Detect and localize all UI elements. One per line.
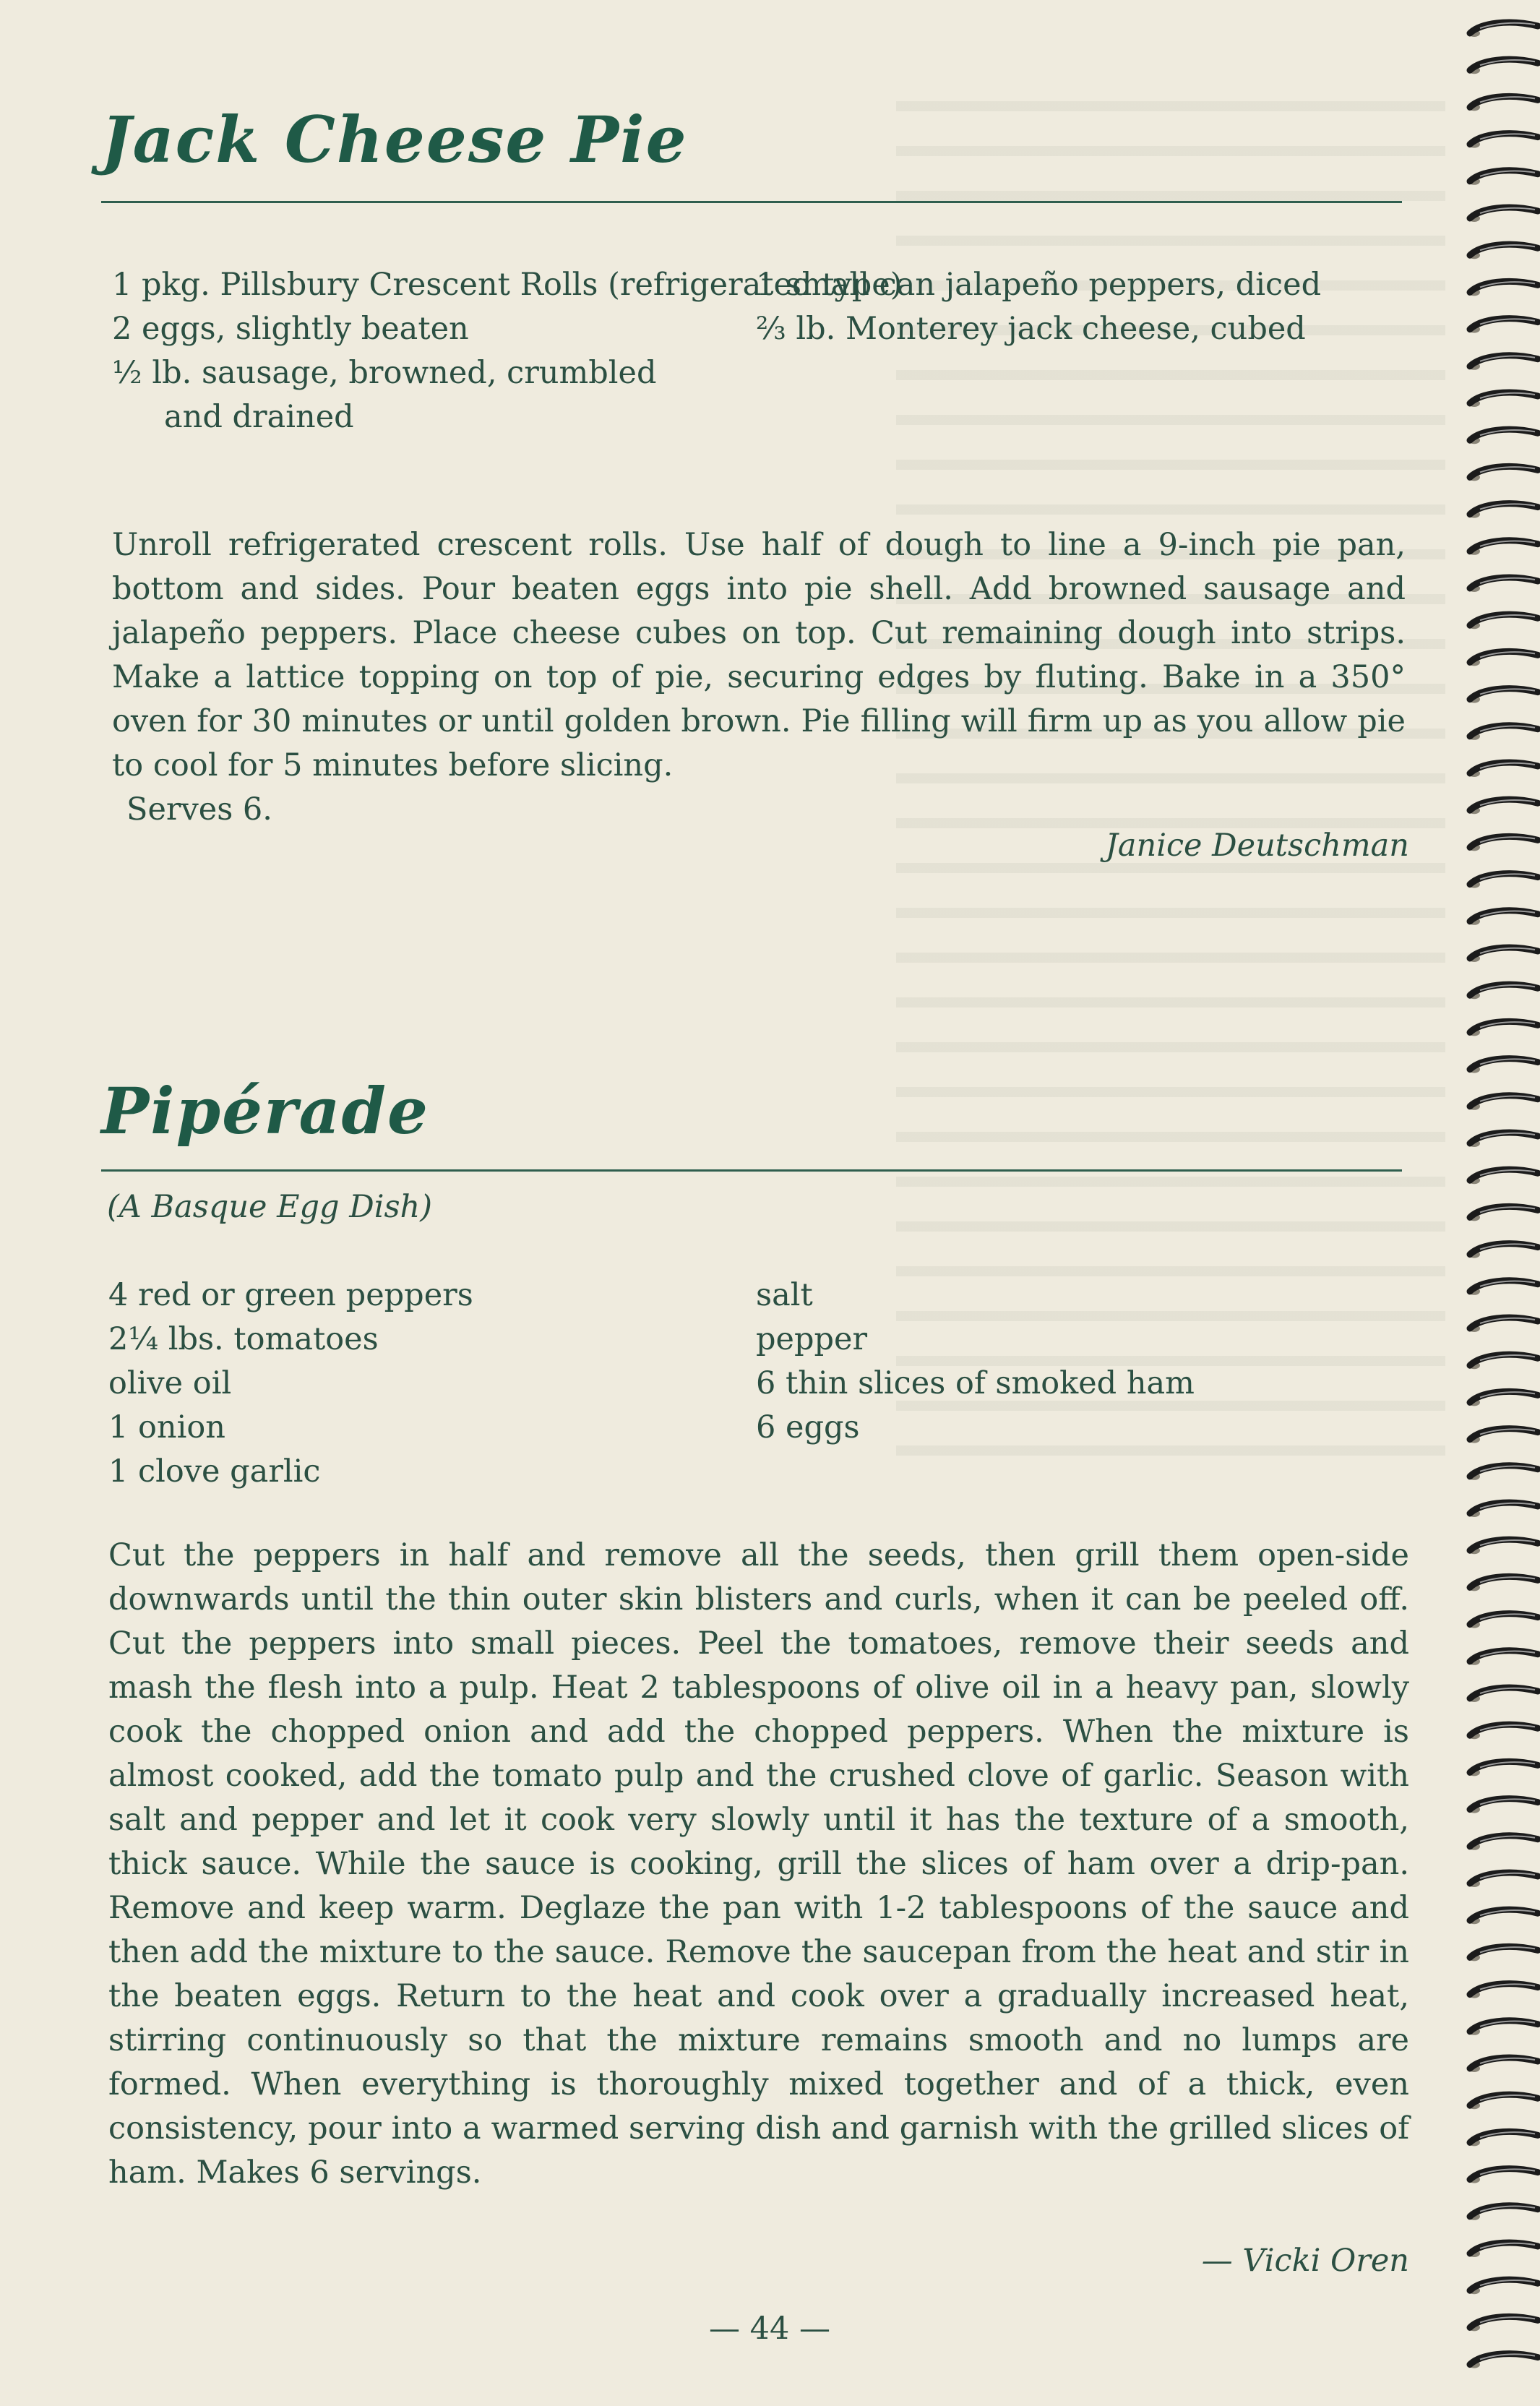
directions: Unroll refrigerated crescent rolls. Use half of dough to line a 9-inch pie pan, bottom and sides. Pour beaten eggs into pie shell. Add browned sausage and jalapeño peppers. Place cheese cubes on top. Cut remaining dough into strips. Make a lattice topping on top of pie, securing edges by fluting. Bake in a 350° oven for 30 minutes or until golden brown. Pie filling will firm up as you allow pie to cool for 5 minutes before slicing. — [112, 527, 1406, 783]
spiral-coil — [1468, 134, 1538, 148]
spiral-coil — [1468, 281, 1538, 296]
spiral-binding-icon — [1458, 0, 1540, 2406]
title-rule — [101, 1169, 1402, 1172]
ingredient-item: pepper — [756, 1321, 868, 1357]
spiral-coil — [1468, 1984, 1538, 1998]
spiral-coil — [1468, 614, 1538, 629]
spiral-coil — [1468, 577, 1538, 592]
spiral-coil — [1468, 1503, 1538, 1517]
ingredient-item: 2 eggs, slightly beaten — [112, 311, 469, 347]
spiral-coil — [1468, 762, 1538, 777]
spiral-coil — [1468, 911, 1538, 925]
spiral-coil — [1468, 1576, 1538, 1591]
spiral-coil — [1468, 392, 1538, 407]
spiral-coil — [1468, 2094, 1538, 2109]
spiral-coil — [1468, 1281, 1538, 1295]
spiral-coil — [1468, 1946, 1538, 1961]
spiral-coil — [1468, 319, 1538, 333]
recipe-title-jack-cheese-pie: Jack Cheese Pie — [101, 102, 688, 177]
spiral-coil — [1468, 22, 1538, 37]
spiral-coil — [1468, 1354, 1538, 1369]
spiral-coil — [1468, 59, 1538, 74]
spiral-coil — [1468, 1466, 1538, 1480]
spiral-coil — [1468, 2280, 1538, 2294]
ingredients-left-column — [112, 263, 903, 439]
spiral-coil — [1468, 356, 1538, 370]
spiral-coil — [1468, 874, 1538, 888]
spiral-coil — [1468, 2021, 1538, 2035]
spiral-coil — [1468, 1724, 1538, 1739]
spiral-coil — [1468, 171, 1538, 185]
ingredient-item: 6 eggs — [756, 1409, 860, 1445]
spiral-coil — [1468, 1096, 1538, 1110]
ingredient-item: olive oil — [108, 1365, 232, 1401]
spiral-coil — [1468, 466, 1538, 481]
spiral-coil — [1468, 1391, 1538, 1406]
spiral-coil — [1468, 429, 1538, 444]
ingredient-item: 1 clove garlic — [108, 1453, 321, 1490]
ingredient-item: ½ lb. sausage, browned, crumbled and drained — [112, 355, 657, 435]
ingredient-item: 1 onion — [108, 1409, 225, 1445]
spiral-coil — [1468, 2131, 1538, 2146]
spiral-coil — [1468, 2316, 1538, 2331]
title-rule — [101, 201, 1402, 203]
spiral-coil — [1468, 1059, 1538, 1073]
spiral-coil — [1468, 504, 1538, 518]
spiral-coil — [1468, 1021, 1538, 1036]
spiral-coil — [1468, 1318, 1538, 1332]
recipe-subtitle: (A Basque Egg Dish) — [107, 1189, 433, 1225]
spiral-coil — [1468, 1836, 1538, 1850]
spiral-coil — [1468, 1244, 1538, 1258]
spiral-coil — [1468, 96, 1538, 111]
spiral-coil — [1468, 541, 1538, 555]
spiral-coil — [1468, 1429, 1538, 1443]
recipe-author: Janice Deutschman — [1105, 828, 1409, 864]
ingredient-item: ⅔ lb. Monterey jack cheese, cubed — [756, 311, 1306, 347]
directions: Cut the peppers in half and remove all the seeds, then grill them open-side downwards until the thin outer skin blisters and curls, when it can be peeled off. Cut the peppers into small pieces. Peel the tomatoes, remove their seeds and mash the flesh into a pulp. Heat 2 tablespoons of olive oil in a heavy pan, slowly cook the chopped onion and add the chopped peppers. When the mixture is almost cooked, add the tomato pulp and the crushed clove of garlic. Season with salt and pepper and let it cook very slowly until it has the texture of a smooth, thick sauce. While the sauce is cooking, grill the slices of ham over a drip-pan. Remove and keep warm. Deglaze the pan with 1-2 tablespoons of the sauce and then add the mixture to the sauce. Remove the saucepan from the heat and stir in the beaten eggs. Return to the heat and cook over a gradually increased heat, stirring continuously so that the mixture remains smooth and no lumps are formed. When everything is thoroughly mixed together and of a thick, even consistency, pour into a warmed serving dish and garnish with the grilled slices of ham. Makes 6 servings. — [108, 1537, 1409, 2191]
spiral-coil — [1468, 2354, 1538, 2368]
ingredient-item: 1 small can jalapeño peppers, diced — [756, 267, 1322, 303]
spiral-coil — [1468, 1651, 1538, 1665]
spiral-coil — [1468, 1614, 1538, 1628]
spiral-coil — [1468, 689, 1538, 703]
ingredient-item: salt — [756, 1277, 813, 1313]
spiral-coil — [1468, 2058, 1538, 2072]
recipe-author: — Vicki Oren — [1201, 2243, 1409, 2279]
ingredient-item: 4 red or green peppers — [108, 1277, 473, 1313]
spiral-coil — [1468, 1206, 1538, 1221]
spiral-coil — [1468, 1909, 1538, 1924]
ingredient-item: 6 thin slices of smoked ham — [756, 1365, 1195, 1401]
spiral-coil — [1468, 1169, 1538, 1184]
spiral-coil — [1468, 1799, 1538, 1813]
spiral-coil — [1468, 651, 1538, 666]
spiral-coil — [1468, 836, 1538, 851]
spiral-coil — [1468, 726, 1538, 740]
ingredient-item: 2¼ lbs. tomatoes — [108, 1321, 379, 1357]
spiral-coil — [1468, 1873, 1538, 1887]
spiral-coil — [1468, 1761, 1538, 1776]
spiral-coil — [1468, 2169, 1538, 2183]
spiral-coil — [1468, 1688, 1538, 1702]
spiral-coil — [1468, 1539, 1538, 1554]
spiral-coil — [1468, 1133, 1538, 1147]
serves: Serves 6. — [126, 791, 272, 828]
spiral-coil — [1468, 984, 1538, 999]
spiral-coil — [1468, 2206, 1538, 2220]
spiral-coil — [1468, 2243, 1538, 2257]
ingredients-left-column — [108, 1273, 730, 1494]
page-number: — 44 — — [708, 2311, 831, 2347]
recipe-title-piperade: Pipérade — [101, 1073, 430, 1148]
ingredients-right-column — [756, 263, 1377, 351]
spiral-coil — [1468, 799, 1538, 814]
spiral-coil — [1468, 244, 1538, 259]
ingredients-right-column — [756, 1273, 1377, 1450]
ingredient-item: 1 pkg. Pillsbury Crescent Rolls (refrigerated type) — [112, 267, 903, 303]
spiral-coil — [1468, 948, 1538, 962]
spiral-coil — [1468, 207, 1538, 222]
